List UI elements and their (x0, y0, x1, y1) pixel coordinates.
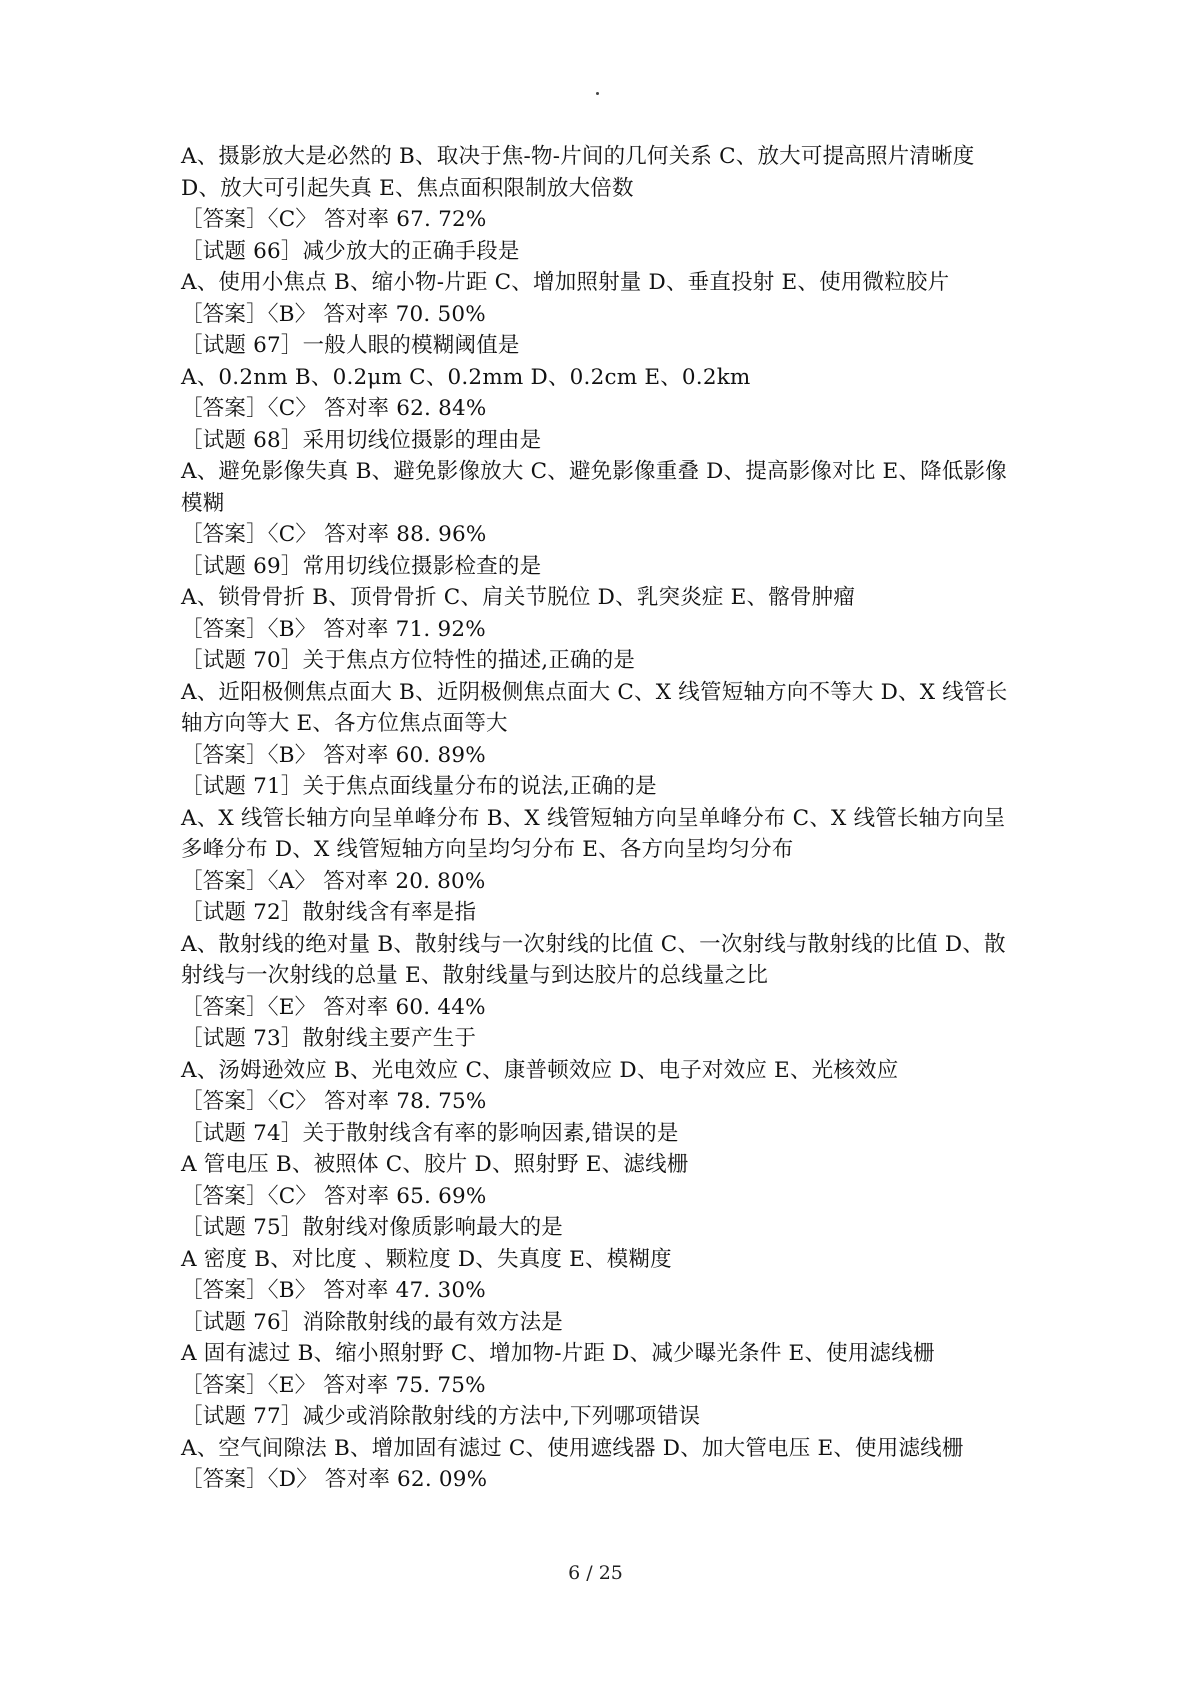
question-line: ［试题 76］消除散射线的最有效方法是 (181, 1309, 563, 1335)
option-line: A、散射线的绝对量 B、散射线与一次射线的比值 C、一次射线与散射线的比值 D、散射线与一次射线的总量 E、散射线量与到达胶片的总线量之比 (181, 931, 1006, 988)
question-line: ［试题 75］散射线对像质影响最大的是 (181, 1215, 563, 1240)
answer-line: ［答案］〈B〉 答对率 70. 50% (181, 301, 486, 327)
answer-line: ［答案］〈C〉 答对率 67. 72% (181, 207, 487, 232)
page-number: 6 / 25 (568, 1562, 623, 1584)
answer-line: ［答案］〈C〉 答对率 78. 75% (181, 1089, 487, 1114)
question-line: ［试题 68］采用切线位摄影的理由是 (181, 427, 542, 453)
question-line: ［试题 71］关于焦点面线量分布的说法,正确的是 (181, 774, 657, 799)
answer-line: ［答案］〈C〉 答对率 65. 69% (181, 1183, 487, 1209)
option-line: A 密度 B、对比度 、颗粒度 D、失真度 E、模糊度 (181, 1246, 672, 1272)
option-line: A、0.2nm B、0.2μm C、0.2mm D、0.2cm E、0.2km (181, 364, 751, 390)
answer-line: ［答案］〈A〉 答对率 20. 80% (181, 868, 486, 894)
answer-line: ［答案］〈B〉 答对率 60. 89% (181, 742, 486, 768)
option-line: A、汤姆逊效应 B、光电效应 C、康普顿效应 D、电子对效应 E、光核效应 (181, 1057, 899, 1083)
header-dot (596, 92, 599, 95)
answer-line: ［答案］〈C〉 答对率 88. 96% (181, 522, 487, 547)
answer-line: ［答案］〈C〉 答对率 62. 84% (181, 396, 487, 421)
option-line: A、锁骨骨折 B、顶骨骨折 C、肩关节脱位 D、乳突炎症 E、髂骨肿瘤 (181, 585, 856, 610)
question-line: ［试题 69］常用切线位摄影检查的是 (181, 553, 542, 579)
option-line: A 固有滤过 B、缩小照射野 C、增加物-片距 D、减少曝光条件 E、使用滤线栅 (181, 1341, 935, 1366)
question-line: ［试题 73］散射线主要产生于 (181, 1026, 477, 1051)
option-line: A、X 线管长轴方向呈单峰分布 B、X 线管短轴方向呈单峰分布 C、X 线管长轴方向呈多峰分布 D、X 线管短轴方向呈均匀分布 E、各方向呈均匀分布 (181, 805, 1006, 862)
option-line: A、避免影像失真 B、避免影像放大 C、避免影像重叠 D、提高影像对比 E、降低影像模糊 (181, 459, 1007, 516)
option-line: A、摄影放大是必然的 B、取决于焦-物-片间的几何关系 C、放大可提高照片清晰度 D、放大可引起失真 E、焦点面积限制放大倍数 (181, 144, 982, 201)
option-line: A 管电压 B、被照体 C、胶片 D、照射野 E、滤线栅 (181, 1152, 689, 1177)
question-line: ［试题 66］减少放大的正确手段是 (181, 238, 520, 264)
question-line: ［试题 74］关于散射线含有率的影响因素,错误的是 (181, 1120, 679, 1146)
question-line: ［试题 70］关于焦点方位特性的描述,正确的是 (181, 648, 636, 673)
option-line: A、使用小焦点 B、缩小物-片距 C、增加照射量 D、垂直投射 E、使用微粒胶片 (181, 270, 950, 295)
option-line: A、空气间隙法 B、增加固有滤过 C、使用遮线器 D、加大管电压 E、使用滤线栅 (181, 1435, 964, 1461)
answer-line: ［答案］〈D〉 答对率 62. 09% (181, 1467, 488, 1492)
question-line: ［试题 77］减少或消除散射线的方法中,下列哪项错误 (181, 1404, 701, 1429)
answer-line: ［答案］〈E〉 答对率 60. 44% (181, 994, 486, 1020)
document-body (181, 141, 1019, 1496)
option-line: A、近阳极侧焦点面大 B、近阴极侧焦点面大 C、X 线管短轴方向不等大 D、X 线管长轴方向等大 E、各方位焦点面等大 (181, 679, 1008, 736)
question-line: ［试题 67］一般人眼的模糊阈值是 (181, 333, 520, 358)
answer-line: ［答案］〈B〉 答对率 47. 30% (181, 1278, 486, 1303)
question-line: ［试题 72］散射线含有率是指 (181, 900, 477, 925)
answer-line: ［答案］〈B〉 答对率 71. 92% (181, 616, 486, 642)
answer-line: ［答案］〈E〉 答对率 75. 75% (181, 1372, 486, 1398)
